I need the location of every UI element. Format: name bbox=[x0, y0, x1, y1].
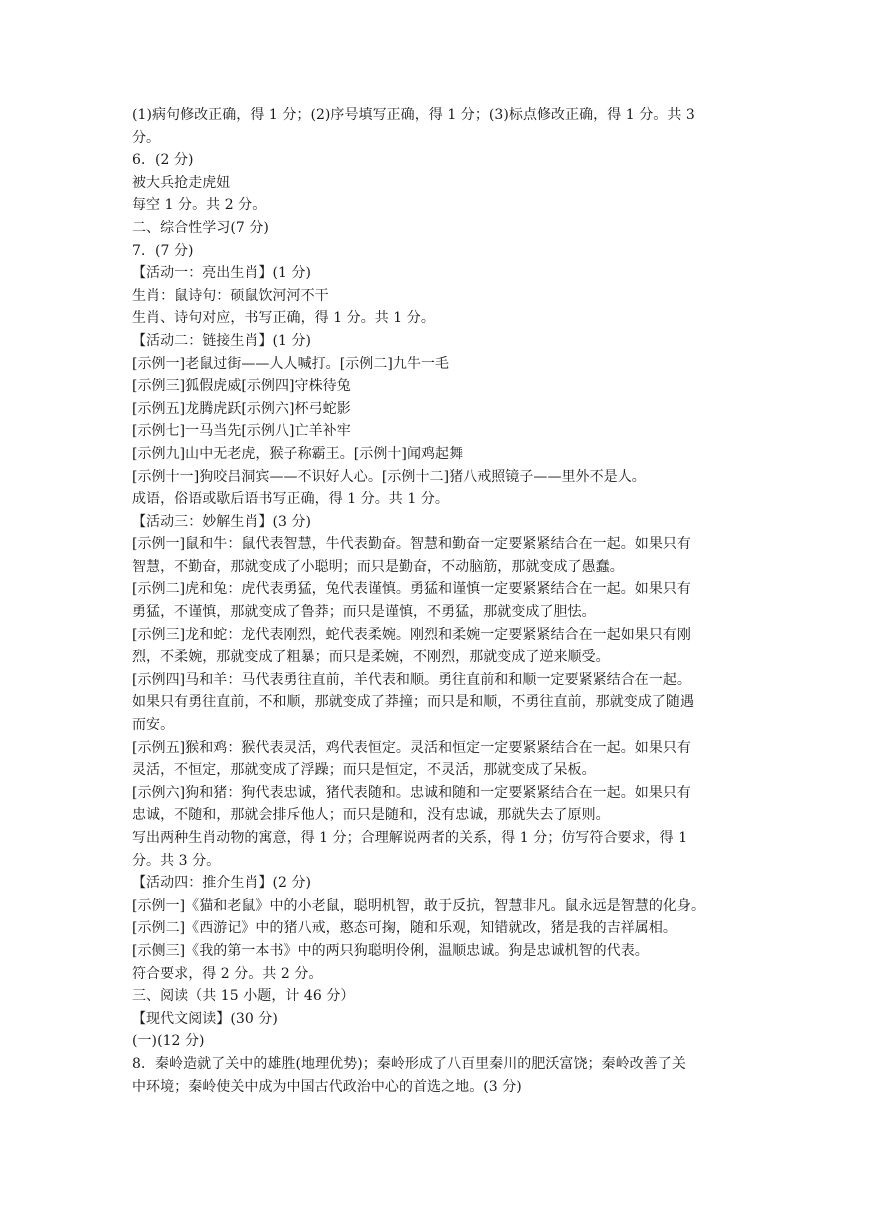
text-line: [示例九]山中无老虎，猴子称霸王。[示例十]闻鸡起舞 bbox=[132, 445, 464, 462]
text-line: 成语，俗语或歇后语书写正确，得 1 分。共 1 分。 bbox=[132, 491, 449, 508]
text-line: 分。共 3 分。 bbox=[132, 852, 221, 869]
text-line: [示例七]一马当先[示例八]亡羊补牢 bbox=[132, 423, 351, 440]
text-line: 而安。 bbox=[132, 717, 175, 734]
text-line: 写出两种生肖动物的寓意，得 1 分；合理解说两者的关系，得 1 分；仿写符合要求，得 1 bbox=[132, 830, 688, 846]
text-line: 生肖：鼠诗句：硕鼠饮河河不干 bbox=[132, 287, 329, 304]
text-line: 生肖、诗句对应，书写正确，得 1 分。共 1 分。 bbox=[132, 310, 435, 327]
text-line: 忠诚，不随和，那就会排斥他人；而只是随和，没有忠诚，那就失去了原则。 bbox=[132, 807, 610, 824]
text-line: 如果只有勇往直前，不和顺，那就变成了莽撞；而只是和顺，不勇往直前，那就变成了随遇 bbox=[132, 694, 694, 711]
text-line: [示例三]龙和蛇：龙代表刚烈，蛇代表柔婉。刚烈和柔婉一定要紧紧结合在一起如果只有刚 bbox=[132, 626, 691, 643]
text-line: 烈，不柔婉，那就变成了粗暴；而只是柔婉，不刚烈，那就变成了逆来顺受。 bbox=[132, 649, 610, 666]
text-line: [示例四]马和羊：马代表勇往直前，羊代表和顺。勇往直前和和顺一定要紧紧结合在一起。 bbox=[132, 671, 691, 688]
text-line: (1)病句修改正确，得 1 分；(2)序号填写正确，得 1 分；(3)标点修改正确，得 1 分。共 3 bbox=[132, 107, 695, 123]
text-line: 【现代文阅读】(30 分) bbox=[132, 1010, 278, 1027]
text-line: 符合要求，得 2 分。共 2 分。 bbox=[132, 965, 323, 982]
text-line: 勇猛，不谨慎，那就变成了鲁莽；而只是谨慎，不勇猛，那就变成了胆怯。 bbox=[132, 604, 596, 621]
text-line: [示例二]《西游记》中的猪八戒，憨态可掬，随和乐观，知错就改，猪是我的吉祥属相。 bbox=[132, 920, 677, 937]
text-line: 三、阅读（共 15 小题，计 46 分） bbox=[132, 988, 355, 1005]
text-line: [示例五]龙腾虎跃[示例六]杯弓蛇影 bbox=[132, 400, 351, 417]
text-line: 二、综合性学习(7 分) bbox=[132, 219, 269, 236]
text-line: [示侧三]《我的第一本书》中的两只狗聪明伶俐，温顺忠诚。狗是忠诚机智的代表。 bbox=[132, 942, 649, 959]
text-line: 智慧，不勤奋，那就变成了小聪明；而只是勤奋，不动脑筋，那就变成了愚蠢。 bbox=[132, 558, 624, 575]
text-line: 6．(2 分) bbox=[132, 152, 194, 169]
text-line: 分。 bbox=[132, 129, 161, 146]
text-line: 【活动四：推介生肖】(2 分) bbox=[132, 875, 312, 892]
text-line: [示例六]狗和猪：狗代表忠诚，猪代表随和。忠诚和随和一定要紧紧结合在一起。如果只有 bbox=[132, 784, 691, 801]
text-line: [示例二]虎和兔：虎代表勇猛，兔代表谨慎。勇猛和谨慎一定要紧紧结合在一起。如果只有 bbox=[132, 581, 691, 598]
text-line: [示例三]狐假虎威[示例四]守株待兔 bbox=[132, 378, 351, 395]
text-line: [示例十一]狗咬吕洞宾——不识好人心。[示例十二]猪八戒照镜子——里外不是人。 bbox=[132, 468, 646, 485]
text-line: 7．(7 分) bbox=[132, 242, 194, 259]
text-line: 8．秦岭造就了关中的雄胜(地理优势)；秦岭形成了八百里秦川的肥沃富饶；秦岭改善了关 bbox=[132, 1055, 686, 1072]
text-line: 【活动二：链接生肖】(1 分) bbox=[132, 332, 312, 349]
text-line: 被大兵抢走虎妞 bbox=[132, 174, 231, 191]
text-line: 【活动三：妙解生肖】(3 分) bbox=[132, 513, 312, 530]
text-line: [示例一]老鼠过街——人人喊打。[示例二]九牛一毛 bbox=[132, 355, 450, 372]
text-line: 中环境；秦岭使关中成为中国古代政治中心的首选之地。(3 分) bbox=[132, 1078, 522, 1095]
text-line: [示例一]鼠和牛：鼠代表智慧，牛代表勤奋。智慧和勤奋一定要紧紧结合在一起。如果只有 bbox=[132, 536, 691, 553]
text-line: [示例一]《猫和老鼠》中的小老鼠，聪明机智，敢于反抗，智慧非凡。鼠永远是智慧的化身。 bbox=[132, 897, 706, 914]
text-line: 【活动一：亮出生肖】(1 分) bbox=[132, 265, 312, 282]
text-line: 灵活，不恒定，那就变成了浮躁；而只是恒定，不灵活，那就变成了呆板。 bbox=[132, 762, 596, 779]
text-line: 每空 1 分。共 2 分。 bbox=[132, 197, 267, 214]
text-line: [示例五]猴和鸡：猴代表灵活，鸡代表恒定。灵活和恒定一定要紧紧结合在一起。如果只有 bbox=[132, 739, 691, 756]
text-line: (一)(12 分) bbox=[132, 1033, 205, 1050]
document-page bbox=[132, 104, 748, 1098]
